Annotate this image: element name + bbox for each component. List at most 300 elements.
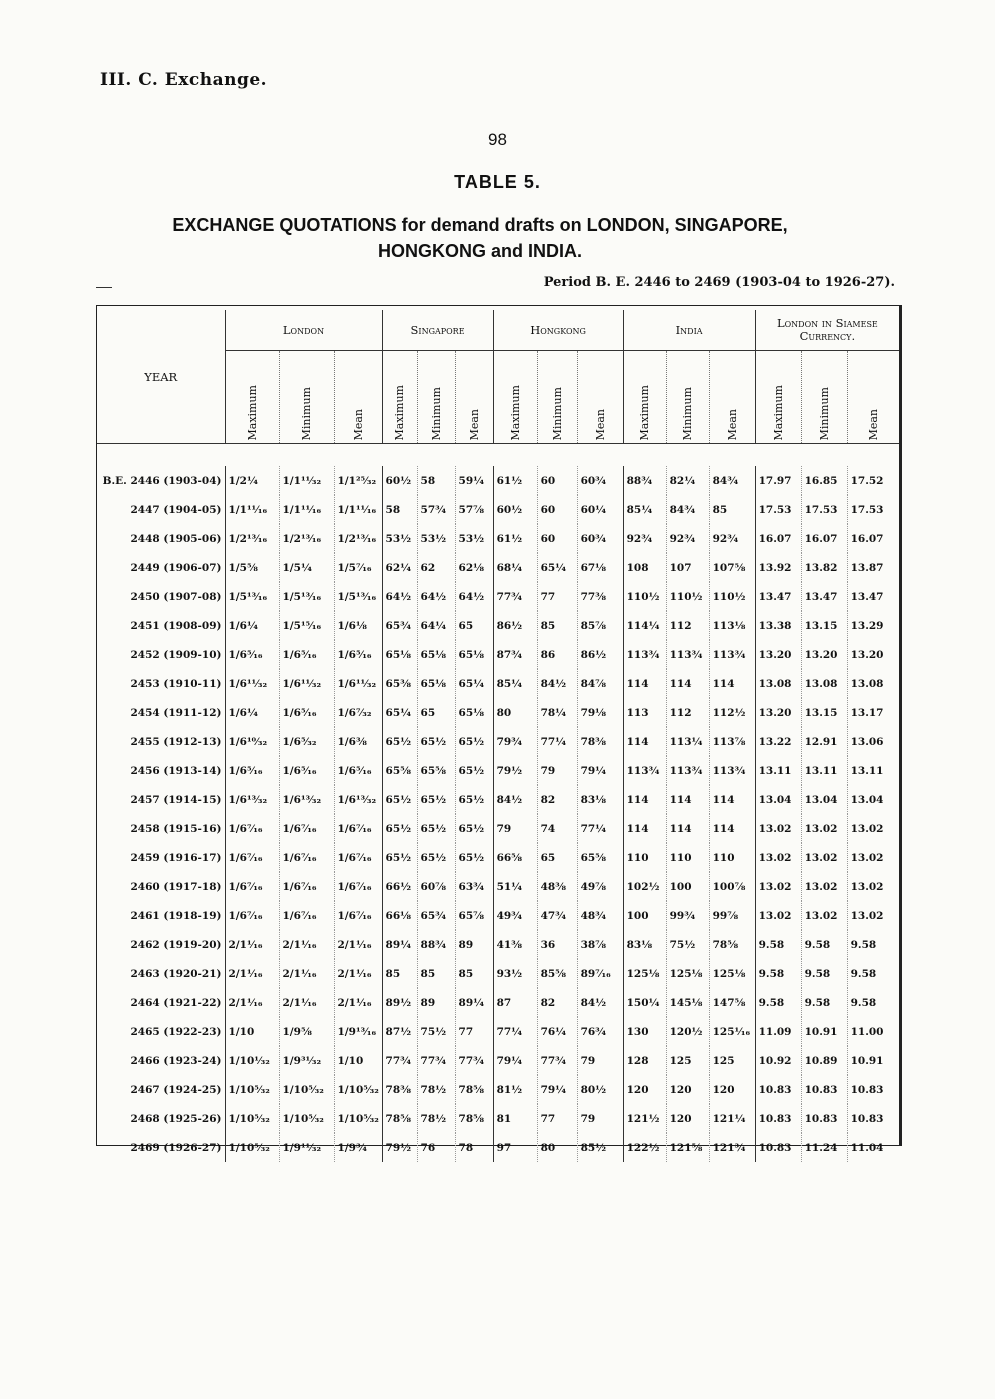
value-cell: 65¼ xyxy=(455,669,493,698)
value-cell: 1/5⅝ xyxy=(225,553,279,582)
value-cell: 9.58 xyxy=(755,988,801,1017)
value-cell: 79 xyxy=(493,814,537,843)
table-body xyxy=(97,444,899,1163)
value-cell: 86½ xyxy=(493,611,537,640)
value-cell: 125⅛ xyxy=(623,959,666,988)
subheader-label: Minimum xyxy=(550,386,564,440)
value-cell: 1/6⅜ xyxy=(334,727,382,756)
value-cell: 65½ xyxy=(455,814,493,843)
value-cell: 1/2¹³⁄₁₆ xyxy=(334,524,382,553)
value-cell: 76¾ xyxy=(577,1017,623,1046)
value-cell: 65⅞ xyxy=(455,901,493,930)
year-cell: 2452 (1909-10) xyxy=(97,640,225,669)
table-row xyxy=(97,495,899,524)
value-cell: 11.00 xyxy=(850,1025,884,1038)
value-cell: 1/6⅛ xyxy=(334,611,382,640)
value-cell: 1/5⁷⁄₁₆ xyxy=(334,553,382,582)
subheader-label: Maximum xyxy=(245,384,259,440)
value-cell: 87 xyxy=(493,988,537,1017)
value-cell: 1/1¹¹⁄₁₆ xyxy=(225,495,279,524)
value-cell: 78⅝ xyxy=(709,930,755,959)
value-cell: 112 xyxy=(666,698,709,727)
value-cell: 60½ xyxy=(382,466,417,495)
value-cell: 80 xyxy=(537,1133,577,1162)
year-cell: 2465 (1922-23) xyxy=(97,1017,225,1046)
value-cell: 121¼ xyxy=(709,1104,755,1133)
value-cell: 16.07 xyxy=(801,524,847,553)
value-cell: 1/6¹¹⁄₃₂ xyxy=(225,669,279,698)
value-cell: 84½ xyxy=(577,988,623,1017)
value-cell: 1/6⁷⁄₁₆ xyxy=(334,872,382,901)
value-cell: 79½ xyxy=(382,1133,417,1162)
value-cell: 77¼ xyxy=(577,814,623,843)
value-cell: 1/6⁷⁄₁₆ xyxy=(334,814,382,843)
year-cell: 2462 (1919-20) xyxy=(97,930,225,959)
value-cell: 57¾ xyxy=(417,495,455,524)
value-cell: 65⅛ xyxy=(382,640,417,669)
value-cell: 85½ xyxy=(577,1133,623,1162)
value-cell: 2/1¹⁄₁₆ xyxy=(279,930,334,959)
value-cell: 79⅛ xyxy=(577,698,623,727)
value-cell: 1/9¹³⁄₁₆ xyxy=(334,1017,382,1046)
subheader-label: Mean xyxy=(467,408,481,440)
value-cell: 61½ xyxy=(493,466,537,495)
value-cell: 17.53 xyxy=(801,495,847,524)
subheader-label: Maximum xyxy=(508,384,522,440)
value-cell: 60½ xyxy=(493,495,537,524)
value-cell: 89¼ xyxy=(382,930,417,959)
value-cell: 2/1¹⁄₁₆ xyxy=(279,959,334,988)
value-cell: 13.22 xyxy=(755,727,801,756)
subheader-2-1 xyxy=(537,351,577,444)
value-cell: 1/5¹⁵⁄₁₆ xyxy=(279,611,334,640)
value-cell: 125 xyxy=(666,1046,709,1075)
value-cell: 65⅜ xyxy=(382,669,417,698)
value-cell: 1/1¹¹⁄₁₆ xyxy=(279,495,334,524)
value-cell: 10.83 xyxy=(850,1083,884,1096)
value-cell: 1/2¼ xyxy=(225,466,279,495)
value-cell: 11.24 xyxy=(801,1133,847,1162)
year-cell: 2460 (1917-18) xyxy=(97,872,225,901)
value-cell: 1/6¹³⁄₃₂ xyxy=(279,785,334,814)
year-cell: 2461 (1918-19) xyxy=(97,901,225,930)
margin-dash xyxy=(96,287,112,288)
value-cell: 79 xyxy=(577,1046,623,1075)
value-cell: 60 xyxy=(537,495,577,524)
table-row xyxy=(97,553,899,582)
value-cell: 68¼ xyxy=(493,553,537,582)
value-cell: 64½ xyxy=(417,582,455,611)
value-cell: 12.91 xyxy=(801,727,847,756)
value-cell: 10.83 xyxy=(801,1075,847,1104)
value-cell: 13.38 xyxy=(755,611,801,640)
value-cell: 13.11 xyxy=(801,756,847,785)
value-cell: 10.92 xyxy=(755,1046,801,1075)
value-cell: 120 xyxy=(709,1075,755,1104)
caption-line-2: HONGKONG and INDIA. xyxy=(377,241,582,261)
subheader-label: Minimum xyxy=(429,386,443,440)
value-cell: 1/10⁵⁄₃₂ xyxy=(279,1075,334,1104)
value-cell: 53½ xyxy=(382,524,417,553)
subheader-label: Minimum xyxy=(681,386,695,440)
value-cell: 93½ xyxy=(493,959,537,988)
value-cell: 1/9¾ xyxy=(334,1133,382,1162)
value-cell: 89½ xyxy=(382,988,417,1017)
value-cell: 9.58 xyxy=(801,959,847,988)
value-cell: 113¾ xyxy=(623,756,666,785)
value-cell: 65½ xyxy=(382,785,417,814)
value-cell: 66⅝ xyxy=(493,843,537,872)
year-cell: B.E. 2446 (1903-04) xyxy=(97,466,225,495)
subheader-1-1 xyxy=(417,351,455,444)
value-cell: 108 xyxy=(623,553,666,582)
value-cell: 120 xyxy=(666,1075,709,1104)
value-cell: 82 xyxy=(537,988,577,1017)
value-cell: 1/6⁵⁄₃₂ xyxy=(279,727,334,756)
value-cell: 13.47 xyxy=(755,582,801,611)
value-cell: 78⅝ xyxy=(382,1104,417,1133)
value-cell: 77¼ xyxy=(493,1017,537,1046)
value-cell: 62⅛ xyxy=(455,553,493,582)
value-cell: 13.02 xyxy=(801,814,847,843)
value-cell: 125⅛ xyxy=(709,959,755,988)
value-cell: 49¾ xyxy=(493,901,537,930)
value-cell: 78⅜ xyxy=(382,1075,417,1104)
value-cell: 89 xyxy=(455,930,493,959)
subheader-label: Maximum xyxy=(393,384,407,440)
value-cell: 84¾ xyxy=(666,495,709,524)
value-cell: 1/6⁷⁄₁₆ xyxy=(279,843,334,872)
value-cell: 84⅞ xyxy=(577,669,623,698)
value-cell: 1/5¹³⁄₁₆ xyxy=(279,582,334,611)
year-cell: 2447 (1904-05) xyxy=(97,495,225,524)
value-cell: 51¼ xyxy=(493,872,537,901)
group-header-london: London xyxy=(225,310,382,351)
value-cell: 147⅝ xyxy=(709,988,755,1017)
value-cell: 13.04 xyxy=(801,785,847,814)
value-cell: 1/6¹⁰⁄₃₂ xyxy=(225,727,279,756)
value-cell: 1/10⁵⁄₃₂ xyxy=(225,1075,279,1104)
value-cell: 13.11 xyxy=(850,764,884,777)
value-cell: 79¼ xyxy=(493,1046,537,1075)
value-cell: 1/6¼ xyxy=(225,611,279,640)
value-cell: 84½ xyxy=(537,669,577,698)
value-cell: 77¾ xyxy=(455,1046,493,1075)
year-cell: 2456 (1913-14) xyxy=(97,756,225,785)
value-cell: 77 xyxy=(537,582,577,611)
value-cell: 114 xyxy=(666,814,709,843)
value-cell: 2/1¹⁄₁₆ xyxy=(334,959,382,988)
subheader-3-1 xyxy=(666,351,709,444)
value-cell: 100 xyxy=(666,872,709,901)
subheader-0-1 xyxy=(279,351,334,444)
year-cell: 2467 (1924-25) xyxy=(97,1075,225,1104)
value-cell: 88¾ xyxy=(417,930,455,959)
value-cell: 65¼ xyxy=(382,698,417,727)
value-cell: 60 xyxy=(537,466,577,495)
value-cell: 78½ xyxy=(417,1104,455,1133)
table-row xyxy=(97,1104,899,1133)
value-cell: 65⅛ xyxy=(417,640,455,669)
value-cell: 78⅝ xyxy=(455,1075,493,1104)
value-cell: 13.02 xyxy=(801,872,847,901)
year-cell: 2459 (1916-17) xyxy=(97,843,225,872)
value-cell: 65½ xyxy=(417,727,455,756)
value-cell: 13.87 xyxy=(850,561,884,574)
value-cell: 128 xyxy=(623,1046,666,1075)
value-cell: 80½ xyxy=(577,1075,623,1104)
value-cell: 1/10⁵⁄₃₂ xyxy=(279,1104,334,1133)
value-cell: 1/10¹⁄₃₂ xyxy=(225,1046,279,1075)
value-cell: 79½ xyxy=(493,756,537,785)
value-cell: 107 xyxy=(666,553,709,582)
value-cell: 60⅞ xyxy=(417,872,455,901)
value-cell: 10.91 xyxy=(850,1054,884,1067)
value-cell: 110 xyxy=(666,843,709,872)
value-cell: 9.58 xyxy=(850,967,877,980)
value-cell: 77¾ xyxy=(537,1046,577,1075)
caption-line-1: EXCHANGE QUOTATIONS for demand drafts on LONDON, SINGAPORE, xyxy=(172,215,788,235)
value-cell: 65¼ xyxy=(537,553,577,582)
value-cell: 113 xyxy=(623,698,666,727)
value-cell: 1/6⁵⁄₁₆ xyxy=(279,640,334,669)
value-cell: 100⅞ xyxy=(709,872,755,901)
table-row xyxy=(97,582,899,611)
value-cell: 113¾ xyxy=(709,640,755,669)
value-cell: 87½ xyxy=(382,1017,417,1046)
table-row xyxy=(97,814,899,843)
value-cell: 1/6⁷⁄₁₆ xyxy=(225,843,279,872)
value-cell: 89 xyxy=(417,988,455,1017)
year-cell: 2450 (1907-08) xyxy=(97,582,225,611)
table-row xyxy=(97,930,899,959)
value-cell: 60 xyxy=(537,524,577,553)
value-cell: 17.97 xyxy=(755,466,801,495)
value-cell: 53½ xyxy=(455,524,493,553)
value-cell: 65½ xyxy=(455,843,493,872)
value-cell: 16.07 xyxy=(850,532,884,545)
value-cell: 125⅛ xyxy=(666,959,709,988)
value-cell: 13.17 xyxy=(850,706,884,719)
subheader-1-0 xyxy=(382,351,417,444)
value-cell: 1/9¹¹⁄₃₂ xyxy=(279,1133,334,1162)
value-cell: 64½ xyxy=(382,582,417,611)
value-cell: 2/1¹⁄₁₆ xyxy=(279,988,334,1017)
value-cell: 89⁷⁄₁₆ xyxy=(577,959,623,988)
section-label: III. C. Exchange. xyxy=(100,70,268,90)
value-cell: 77 xyxy=(455,1017,493,1046)
value-cell: 64½ xyxy=(455,582,493,611)
value-cell: 114 xyxy=(709,669,755,698)
value-cell: 9.58 xyxy=(801,988,847,1017)
value-cell: 110 xyxy=(623,843,666,872)
subheader-label: Maximum xyxy=(771,384,785,440)
value-cell: 92¾ xyxy=(666,524,709,553)
value-cell: 13.20 xyxy=(755,640,801,669)
value-cell: 78⅝ xyxy=(455,1104,493,1133)
year-cell: 2463 (1920-21) xyxy=(97,959,225,988)
value-cell: 114 xyxy=(666,785,709,814)
value-cell: 76¼ xyxy=(537,1017,577,1046)
value-cell: 13.04 xyxy=(850,793,884,806)
value-cell: 65⅛ xyxy=(455,640,493,669)
value-cell: 113¼ xyxy=(666,727,709,756)
subheader-label: Minimum xyxy=(300,386,313,440)
value-cell: 13.47 xyxy=(801,582,847,611)
value-cell: 62¼ xyxy=(382,553,417,582)
subheader-0-2 xyxy=(334,351,382,444)
value-cell: 100 xyxy=(623,901,666,930)
value-cell: 9.58 xyxy=(755,959,801,988)
value-cell: 13.02 xyxy=(801,901,847,930)
value-cell: 2/1¹⁄₁₆ xyxy=(334,988,382,1017)
value-cell: 114 xyxy=(709,785,755,814)
subheader-label: Mean xyxy=(351,408,365,440)
value-cell: 1/10 xyxy=(225,1017,279,1046)
value-cell: 60¾ xyxy=(577,524,623,553)
value-cell: 10.83 xyxy=(850,1112,884,1125)
value-cell: 110½ xyxy=(623,582,666,611)
value-cell: 58 xyxy=(382,495,417,524)
subheader-3-2 xyxy=(709,351,755,444)
value-cell: 1/9³¹⁄₃₂ xyxy=(279,1046,334,1075)
value-cell: 65 xyxy=(537,843,577,872)
value-cell: 66⅛ xyxy=(382,901,417,930)
value-cell: 99¾ xyxy=(666,901,709,930)
value-cell: 1/6⁵⁄₁₆ xyxy=(334,640,382,669)
year-cell: 2464 (1921-22) xyxy=(97,988,225,1017)
group-header-india: India xyxy=(623,310,755,351)
value-cell: 1/6¹³⁄₃₂ xyxy=(225,785,279,814)
value-cell: 79¼ xyxy=(577,756,623,785)
value-cell: 13.02 xyxy=(850,822,884,835)
value-cell: 85⅝ xyxy=(537,959,577,988)
value-cell: 65⅛ xyxy=(455,698,493,727)
value-cell: 13.02 xyxy=(755,814,801,843)
value-cell: 78⅜ xyxy=(577,727,623,756)
value-cell: 99⅞ xyxy=(709,901,755,930)
value-cell: 17.53 xyxy=(755,495,801,524)
subheader-label: Mean xyxy=(593,408,607,440)
value-cell: 76 xyxy=(417,1133,455,1162)
value-cell: 1/6¹³⁄₃₂ xyxy=(334,785,382,814)
value-cell: 65⅝ xyxy=(417,756,455,785)
value-cell: 114 xyxy=(623,814,666,843)
value-cell: 120 xyxy=(623,1075,666,1104)
value-cell: 10.83 xyxy=(755,1075,801,1104)
table-row xyxy=(97,466,899,495)
value-cell: 120 xyxy=(666,1104,709,1133)
value-cell: 13.82 xyxy=(801,553,847,582)
group-header-singapore: Singapore xyxy=(382,310,493,351)
value-cell: 66½ xyxy=(382,872,417,901)
value-cell: 53½ xyxy=(417,524,455,553)
value-cell: 86 xyxy=(537,640,577,669)
value-cell: 85⅞ xyxy=(577,611,623,640)
year-cell: 2448 (1905-06) xyxy=(97,524,225,553)
value-cell: 65½ xyxy=(455,727,493,756)
table-row xyxy=(97,669,899,698)
value-cell: 125¹⁄₁₆ xyxy=(709,1017,755,1046)
value-cell: 1/6¹¹⁄₃₂ xyxy=(334,669,382,698)
value-cell: 58 xyxy=(417,466,455,495)
value-cell: 62 xyxy=(417,553,455,582)
value-cell: 2/1¹⁄₁₆ xyxy=(225,930,279,959)
value-cell: 1/10⁵⁄₃₂ xyxy=(334,1104,382,1133)
value-cell: 1/6⁷⁄₃₂ xyxy=(334,698,382,727)
value-cell: 79 xyxy=(537,756,577,785)
value-cell: 13.20 xyxy=(850,648,884,661)
value-cell: 65½ xyxy=(455,756,493,785)
value-cell: 107⅝ xyxy=(709,553,755,582)
value-cell: 1/9⅝ xyxy=(279,1017,334,1046)
value-cell: 65½ xyxy=(417,814,455,843)
value-cell: 113¾ xyxy=(623,640,666,669)
value-cell: 86½ xyxy=(577,640,623,669)
group-header-london-siamese: London in Siamese Currency. xyxy=(755,310,899,351)
value-cell: 47¾ xyxy=(537,901,577,930)
value-cell: 113¾ xyxy=(666,640,709,669)
year-cell: 2458 (1915-16) xyxy=(97,814,225,843)
value-cell: 65½ xyxy=(382,814,417,843)
value-cell: 1/10 xyxy=(334,1046,382,1075)
value-cell: 75½ xyxy=(666,930,709,959)
value-cell: 65½ xyxy=(382,727,417,756)
subheader-label: Maximum xyxy=(638,384,652,440)
table-row xyxy=(97,1133,899,1162)
value-cell: 1/10⁵⁄₃₂ xyxy=(225,1104,279,1133)
value-cell: 13.15 xyxy=(801,611,847,640)
value-cell: 78¼ xyxy=(537,698,577,727)
value-cell: 2/1¹⁄₁₆ xyxy=(334,930,382,959)
table-row xyxy=(97,843,899,872)
value-cell: 13.02 xyxy=(850,909,884,922)
value-cell: 1/6⁷⁄₁₆ xyxy=(225,872,279,901)
year-header: YEAR xyxy=(97,310,225,444)
value-cell: 13.08 xyxy=(755,669,801,698)
value-cell: 87¾ xyxy=(493,640,537,669)
value-cell: 82 xyxy=(537,785,577,814)
value-cell: 85 xyxy=(709,495,755,524)
value-cell: 13.08 xyxy=(850,677,884,690)
value-cell: 85 xyxy=(537,611,577,640)
subheader-4-0 xyxy=(755,351,801,444)
value-cell: 81½ xyxy=(493,1075,537,1104)
value-cell: 75½ xyxy=(417,1017,455,1046)
value-cell: 83⅛ xyxy=(623,930,666,959)
value-cell: 114 xyxy=(709,814,755,843)
value-cell: 49⅞ xyxy=(577,872,623,901)
value-cell: 112½ xyxy=(709,698,755,727)
value-cell: 77¾ xyxy=(382,1046,417,1075)
value-cell: 83⅛ xyxy=(577,785,623,814)
value-cell: 112 xyxy=(666,611,709,640)
value-cell: 17.52 xyxy=(850,474,884,487)
value-cell: 85¼ xyxy=(623,495,666,524)
subheader-4-1 xyxy=(801,351,847,444)
value-cell: 110½ xyxy=(666,582,709,611)
table-row xyxy=(97,785,899,814)
year-cell: 2449 (1906-07) xyxy=(97,553,225,582)
subheader-label: Mean xyxy=(725,408,739,440)
value-cell: 92¾ xyxy=(709,524,755,553)
value-cell: 84¾ xyxy=(709,466,755,495)
value-cell: 2/1¹⁄₁₆ xyxy=(225,988,279,1017)
value-cell: 1/6⁷⁄₁₆ xyxy=(279,872,334,901)
value-cell: 81 xyxy=(493,1104,537,1133)
value-cell: 11.09 xyxy=(755,1017,801,1046)
value-cell: 85 xyxy=(455,959,493,988)
